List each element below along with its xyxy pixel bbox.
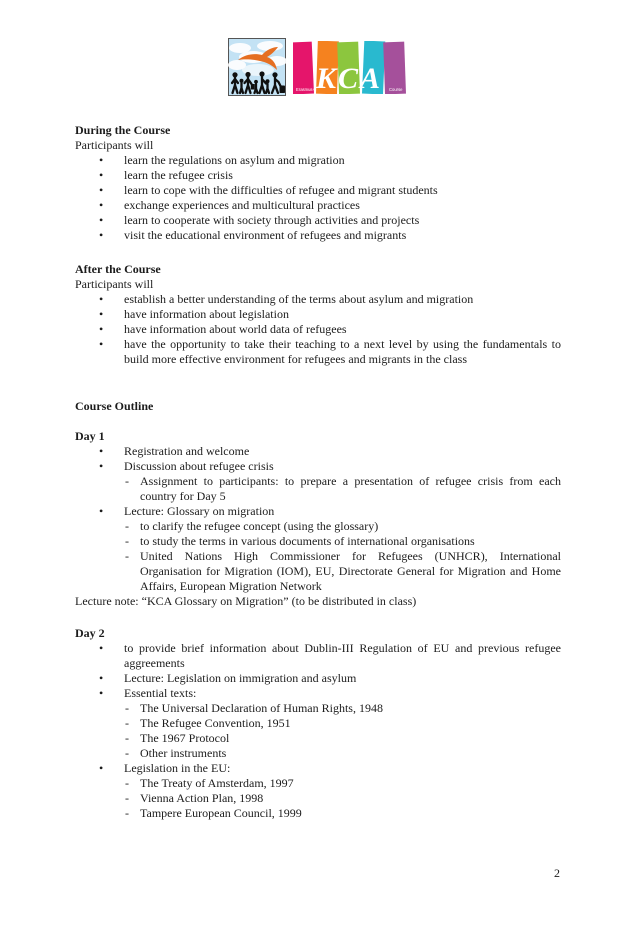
list-item: • learn to cope with the difficulties of refugee and migrant students (75, 183, 561, 198)
section-course-outline (75, 399, 561, 414)
lecture-note: Lecture note: “KCA Glossary on Migration” (to be distributed in class) (75, 594, 417, 608)
after-course-list (75, 292, 561, 367)
list-item: - United Nations High Commissioner for Refugees (UNHCR), International Organisation for Migration (IOM), EU, Directorate General for Migration and Home Affairs, European Migration Network (75, 549, 561, 594)
list-item: • have information about world data of refugees (75, 322, 561, 337)
list-item: • have information about legislation (75, 307, 561, 322)
list-item: - Other instruments (75, 746, 561, 761)
section-day-2 (75, 626, 561, 821)
list-item: • visit the educational environment of refugees and migrants (75, 228, 561, 243)
day2-heading: Day 2 (75, 626, 105, 640)
section-day-1 (75, 429, 561, 609)
course-label: Course (389, 87, 403, 92)
kca-logo-text: KCA (316, 62, 383, 94)
list-item: - The Treaty of Amsterdam, 1997 (75, 776, 561, 791)
list-item: • Essential texts: (75, 686, 561, 701)
list-item: • Lecture: Legislation on immigration and asylum (75, 671, 561, 686)
day2-list (75, 641, 561, 821)
header-logos (0, 38, 636, 98)
list-item: • Discussion about refugee crisis (75, 459, 561, 474)
day1-list (75, 444, 561, 594)
refugees-bird-logo-icon (228, 38, 286, 96)
during-course-heading: During the Course (75, 123, 171, 137)
day1-heading: Day 1 (75, 429, 105, 443)
list-item: - Vienna Action Plan, 1998 (75, 791, 561, 806)
list-item: • exchange experiences and multicultural practices (75, 198, 561, 213)
after-course-intro: Participants will (75, 277, 154, 291)
section-after-the-course (75, 262, 561, 367)
list-item: - The 1967 Protocol (75, 731, 561, 746)
during-course-intro: Participants will (75, 138, 154, 152)
list-item: • learn the refugee crisis (75, 168, 561, 183)
list-item: • to provide brief information about Dublin-III Regulation of EU and previous refugee aggreements (75, 641, 561, 671)
erasmus-label: Erasmus+ (296, 87, 315, 92)
list-item: • Legislation in the EU: (75, 761, 561, 776)
list-item: - to study the terms in various documents of international organisations (75, 534, 561, 549)
list-item: - The Universal Declaration of Human Rights, 1948 (75, 701, 561, 716)
list-item: • Registration and welcome (75, 444, 561, 459)
list-item: • learn to cooperate with society through activities and projects (75, 213, 561, 228)
list-item: - The Refugee Convention, 1951 (75, 716, 561, 731)
during-course-list (75, 153, 561, 243)
page-number: 2 (554, 866, 560, 880)
document-page (0, 38, 636, 880)
list-item: - Assignment to participants: to prepare a presentation of refugee crisis from each country for Day 5 (75, 474, 561, 504)
after-course-heading: After the Course (75, 262, 161, 276)
kca-logo-icon (293, 41, 408, 94)
list-item: - Tampere European Council, 1999 (75, 806, 561, 821)
list-item: • learn the regulations on asylum and migration (75, 153, 561, 168)
course-outline-heading: Course Outline (75, 399, 154, 413)
list-item: - to clarify the refugee concept (using the glossary) (75, 519, 561, 534)
section-during-the-course (75, 123, 561, 243)
list-item: • establish a better understanding of the terms about asylum and migration (75, 292, 561, 307)
list-item: • have the opportunity to take their teaching to a next level by using the fundamentals to build more effective environment for refugees and migrants in the class (75, 337, 561, 367)
list-item: • Lecture: Glossary on migration (75, 504, 561, 519)
document-body (75, 123, 561, 821)
